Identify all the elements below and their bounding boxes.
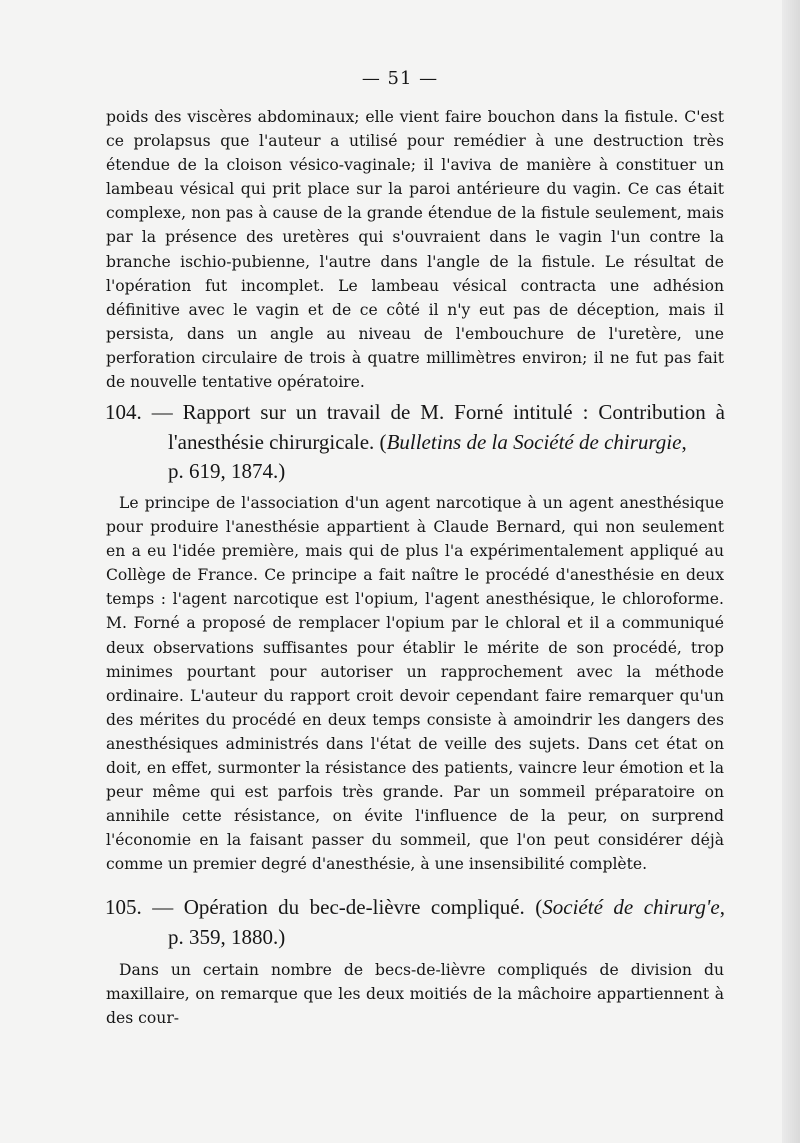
entry-104-source-line bbox=[105, 428, 725, 458]
entry-104-title-line: 104. — Rapport sur un travail de M. Forné intitulé : Contribution à bbox=[105, 400, 725, 424]
paragraph-anesthesie: Le principe de l'association d'un agent narcotique à un agent anesthésique pour produire l'anesthésie appartient à Claude Bernard, qui non seulement en a eu l'idée première, mais qui de plus l'a expérimentalement appliqué au Collège de France. Ce principe a fait naître le procédé d'anesthésie en deux temps : l'agent narcotique est l'opium, l'agent anesthésique, le chloroforme. M. Forné a proposé de remplacer l'opium par le chloral et il a communiqué deux observations suffisantes pour établir le mérite de son procédé, trop minimes pourtant pour autoriser un rapprochement avec la méthode ordinaire. L'auteur du rapport croit devoir cependant faire remarquer qu'un des mérites du procédé en deux temps consiste à amoindrir les dangers des anesthésiques administrés dans l'état de veille des sujets. Dans cet état on doit, en effet, surmonter la résistance des patients, vaincre leur émotion et la peur même qui est parfois très grande. Par un sommeil préparatoire on annihile cette résistance, on évite l'influence de la peur, on surprend l'économie en la faisant passer du sommeil, que l'on peut considérer déjà comme un premier degré d'anesthésie, à une insensibilité complète. bbox=[106, 494, 724, 874]
paragraph-prolapsus: poids des viscères abdominaux; elle vient faire bouchon dans la fistule. C'est ce prolapsus que l'auteur a utilisé pour remédier à une destruction très étendue de la cloison vésico-vaginale; il l'aviva de manière à constituer un lambeau vésical qui prit place sur la paroi antérieure du vagin. Ce cas était complexe, non pas à cause de la grande étendue de la fistule seulement, mais par la présence des uretères qui s'ouvraient dans le vagin l'un contre la branche ischio-pubienne, l'autre dans l'angle de la fistule. Le résultat de l'opération fut incomplet. Le lambeau vésical contracta une adhésion définitive avec le vagin et de ce côté il n'y eut pas de déception, mais il persista, dans un angle au niveau de l'embouchure de l'uretère, une perforation circulaire de trois à quatre millimètres environ; il ne fut pas fait de nouvelle tentative opératoire. bbox=[106, 108, 724, 392]
entry-105-heading bbox=[105, 893, 725, 952]
entry-105-title-line bbox=[105, 893, 725, 923]
entry-105-title-text: 105. — Opération du bec-de-lièvre compliqué. ( bbox=[105, 895, 543, 919]
entry-104-journal: Bulletins de la Société de chirurgie bbox=[386, 429, 682, 454]
entry-105-journal: Société de chirurg'e bbox=[542, 895, 720, 919]
page-edge-shadow bbox=[782, 0, 800, 1143]
entry-104-source-text: l'anesthésie chirurgicale. ( bbox=[168, 429, 387, 454]
entry-104-comma: , bbox=[681, 429, 687, 454]
entry-105-reference: p. 359, 1880.) bbox=[168, 924, 286, 949]
paragraph-bec-de-lievre: Dans un certain nombre de becs-de-lièvre compliqués de division du maxillaire, on remarque que les deux moitiés de la mâchoire appartiennent à des cour- bbox=[106, 961, 724, 1028]
entry-105-comma: , bbox=[719, 895, 725, 919]
page-number: — 51 — bbox=[361, 68, 439, 89]
entry-104-reference: p. 619, 1874.) bbox=[168, 459, 286, 483]
entry-104-heading bbox=[105, 398, 725, 487]
